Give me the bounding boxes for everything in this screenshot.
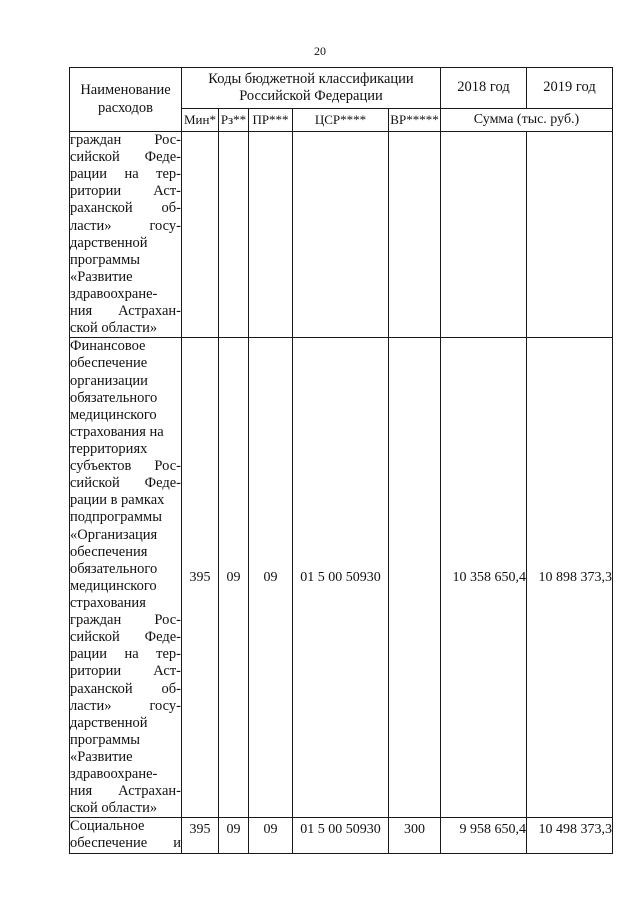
cell-rz: 09 (219, 818, 249, 853)
table-row (70, 818, 613, 853)
name-line: здравоохране- (70, 766, 158, 783)
cell-min: 395 (182, 818, 219, 853)
name-line: страхования (70, 594, 146, 611)
name-line: раханской об- (70, 200, 181, 217)
budget-table (69, 67, 613, 854)
name-line: граждан Рос- (70, 132, 181, 148)
cell-2018: 9 958 650,4 (441, 818, 527, 853)
name-line: медицинского (70, 406, 157, 423)
name-line: организации (70, 372, 148, 389)
cell-2019: 10 498 373,3 (527, 818, 613, 853)
name-line: обязательного (70, 560, 158, 577)
name-line: субъектов Рос- (70, 458, 181, 475)
name-line: дарственной (70, 234, 148, 251)
name-line: ритории Аст- (70, 663, 181, 680)
name-line: граждан Рос- (70, 612, 181, 629)
name-line: сийской Феде- (70, 629, 181, 646)
name-line: обеспечение (70, 355, 148, 372)
cell-2019 (527, 132, 613, 338)
name-line: рации на тер- (70, 166, 181, 183)
name-line: ской области» (70, 800, 158, 817)
header-min: Мин* (182, 109, 219, 132)
name-line: сийской Феде- (70, 475, 181, 492)
cell-vr (389, 338, 441, 818)
name-line: раханской об- (70, 680, 181, 697)
name-line: обязательного (70, 389, 158, 406)
cell-csr: 01 5 00 50930 (293, 338, 389, 818)
cell-vr: 300 (389, 818, 441, 853)
name-line: территориях (70, 440, 148, 457)
name-line: рации на тер- (70, 646, 181, 663)
cell-pr: 09 (249, 338, 293, 818)
cell-rz: 09 (219, 338, 249, 818)
table-row (70, 132, 613, 338)
name-line: программы (70, 731, 140, 748)
name-line: ласти» госу- (70, 697, 181, 714)
cell-min (182, 132, 219, 338)
name-line: «Развитие (70, 748, 133, 765)
name-line: ния Астрахан- (70, 303, 181, 320)
name-line: «Организация (70, 526, 158, 543)
header-vr: ВР***** (389, 109, 441, 132)
name-line: обеспечения (70, 543, 148, 560)
name-line: ской области» (70, 320, 158, 337)
header-rz: Рз** (219, 109, 249, 132)
name-line: «Развитие (70, 268, 133, 285)
cell-2018: 10 358 650,4 (441, 338, 527, 818)
cell-csr: 01 5 00 50930 (293, 818, 389, 853)
name-line: подпрограммы (70, 509, 162, 526)
cell-2018 (441, 132, 527, 338)
header-csr: ЦСР**** (293, 109, 389, 132)
table-row (70, 338, 613, 818)
cell-2019: 10 898 373,3 (527, 338, 613, 818)
header-row-1 (70, 68, 613, 109)
header-name-column: Наименование расходов (70, 68, 182, 132)
header-year-2018: 2018 год (441, 68, 527, 109)
row-name (70, 132, 182, 338)
cell-vr (389, 132, 441, 338)
name-line: здравоохране- (70, 285, 158, 302)
cell-min: 395 (182, 338, 219, 818)
cell-pr (249, 132, 293, 338)
name-line: ния Астрахан- (70, 783, 181, 800)
page-number: 20 (314, 44, 326, 58)
header-codes-group: Коды бюджетной классификации Российской Федерации (182, 68, 441, 109)
row-name (70, 818, 182, 853)
name-line: обеспечение и (70, 835, 181, 852)
header-sum-label: Сумма (тыс. руб.) (441, 109, 613, 132)
name-line: страхования на (70, 423, 164, 440)
name-line: Финансовое (70, 338, 146, 355)
name-line: дарственной (70, 714, 148, 731)
name-line: рации в рамках (70, 492, 165, 509)
name-line: ритории Аст- (70, 183, 181, 200)
name-line: программы (70, 251, 140, 268)
name-line: ласти» госу- (70, 217, 181, 234)
cell-rz (219, 132, 249, 338)
header-year-2019: 2019 год (527, 68, 613, 109)
row-name (70, 338, 182, 818)
name-line: сийской Феде- (70, 149, 181, 166)
name-line: медицинского (70, 577, 157, 594)
name-line: Социальное (70, 818, 145, 835)
header-pr: ПР*** (249, 109, 293, 132)
cell-csr (293, 132, 389, 338)
cell-pr: 09 (249, 818, 293, 853)
